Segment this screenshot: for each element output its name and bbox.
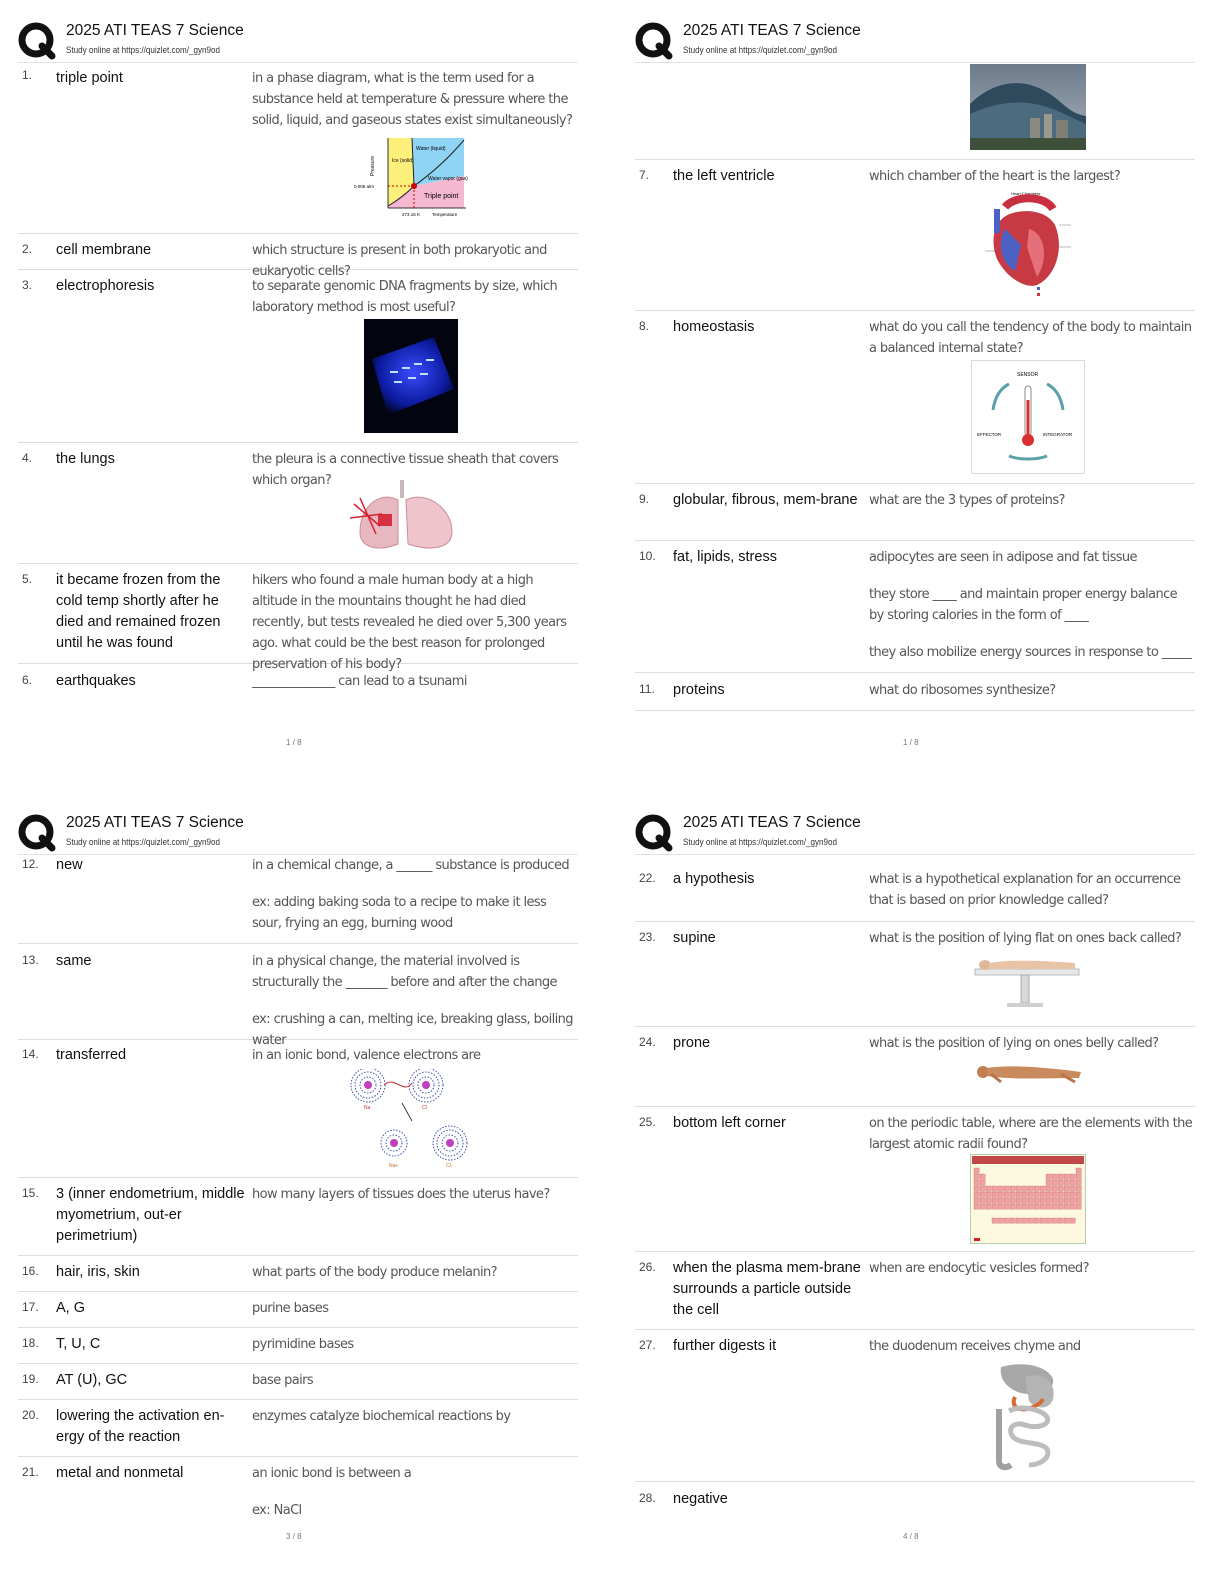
svg-text:Triple point: Triple point (424, 193, 459, 200)
page-4 (635, 810, 1213, 1580)
card-term: the lungs (56, 451, 115, 467)
svg-text:EFFECTOR: EFFECTOR (977, 432, 1002, 437)
page-3 (18, 810, 596, 1580)
card-definition: what are the 3 types of proteins? (869, 493, 1065, 508)
page-number: 4 / 8 (903, 1532, 919, 1541)
card-term: cell membrane (56, 242, 152, 258)
card-row (18, 1257, 578, 1292)
card-row (18, 68, 578, 234)
card-definition: which structure is present in both prokaryotic and eukaryotic cells? (252, 243, 547, 279)
card-number: 22. (639, 871, 656, 885)
quizlet-logo-icon (18, 22, 56, 60)
card-definition: purine bases (252, 1301, 329, 1316)
page-header (635, 810, 1195, 854)
page-number: 1 / 8 (903, 738, 919, 747)
card-row (635, 542, 1195, 673)
quizlet-logo-icon (635, 814, 673, 852)
card-definition: the duodenum receives chyme and (869, 1339, 1081, 1354)
quizlet-logo-icon (18, 814, 56, 852)
page-header (635, 18, 1195, 62)
page-title: 2025 ATI TEAS 7 Science (66, 22, 244, 39)
svg-text:Cl: Cl (422, 1105, 427, 1111)
card-row (635, 1028, 1195, 1107)
page-number: 3 / 8 (286, 1532, 302, 1541)
card-row (18, 271, 578, 443)
svg-text:273.16 K: 273.16 K (402, 212, 421, 217)
card-term: T, U, C (56, 1336, 101, 1352)
card-row-continued (635, 62, 1195, 160)
card-term: proteins (673, 682, 725, 698)
page-1 (18, 18, 596, 788)
homeostasis-cycle-image (971, 360, 1085, 474)
card-row (18, 1041, 578, 1178)
card-row (18, 1179, 578, 1256)
card-definition: on the periodic table, where are the elements with the largest atomic radii found? (869, 1116, 1193, 1152)
card-definition: what is the position of lying flat on ones back called? (869, 931, 1182, 946)
card-row (635, 864, 1195, 922)
card-number: 23. (639, 930, 656, 944)
card-definition: when are endocytic vesicles formed? (869, 1261, 1089, 1276)
card-term: metal and nonmetal (56, 1465, 184, 1481)
page-title: 2025 ATI TEAS 7 Science (683, 814, 861, 831)
card-number: 24. (639, 1035, 656, 1049)
card-row (18, 945, 578, 1048)
card-number: 8. (639, 319, 650, 333)
card-term: lowering the activation en-ergy of the reaction (56, 1408, 225, 1445)
card-row (18, 1365, 578, 1400)
card-definition: what do you call the tendency of the body to maintain a balanced internal state? (869, 320, 1192, 356)
card-definition: ______________ can lead to a tsunami (252, 674, 467, 689)
card-definition: an ionic bond is between a ex: NaCl (252, 1466, 412, 1518)
card-definition: in a physical change, the material involved is structurally the _______ before and after the change ex: crushing a can, melting ice, breaking glass, boiling water (252, 954, 573, 1048)
card-number: 14. (22, 1047, 39, 1061)
card-row (635, 1253, 1195, 1330)
card-number: 27. (639, 1338, 656, 1352)
card-term: new (56, 857, 83, 873)
card-definition: in a phase diagram, what is the term used for a substance held at temperature & pressure where the solid, liquid, and gaseous states exist simultaneously? (252, 71, 573, 128)
card-term: electrophoresis (56, 278, 155, 294)
card-number: 1. (22, 68, 33, 82)
page-number: 1 / 8 (286, 738, 302, 747)
page-title: 2025 ATI TEAS 7 Science (66, 814, 244, 831)
electrophoresis-gel-image (364, 319, 458, 433)
card-number: 7. (639, 168, 650, 182)
page-title: 2025 ATI TEAS 7 Science (683, 22, 861, 39)
card-definition: what is a hypothetical explanation for an occurrence that is based on prior knowledge called? (869, 872, 1181, 908)
page-header (18, 18, 578, 62)
svg-text:Heart Chambers: Heart Chambers (1011, 191, 1041, 196)
card-term: transferred (56, 1047, 127, 1063)
card-row (18, 854, 578, 944)
svg-text:Water vapor (gas): Water vapor (gas) (428, 176, 468, 182)
card-number: 2. (22, 242, 33, 256)
card-term: triple point (56, 70, 123, 86)
card-definition: which chamber of the heart is the largest? (869, 169, 1121, 184)
card-term: fat, lipids, stress (673, 549, 777, 565)
study-link[interactable]: Study online at https://quizlet.com/_gyn9od (683, 45, 837, 56)
study-link[interactable]: Study online at https://quizlet.com/_gyn9od (66, 837, 220, 848)
svg-text:Pressure: Pressure (370, 155, 376, 176)
lungs-image (350, 474, 462, 556)
card-definition: in an ionic bond, valence electrons are (252, 1048, 481, 1063)
card-row (18, 665, 578, 701)
card-term: a hypothesis (673, 871, 755, 887)
card-number: 9. (639, 492, 650, 506)
card-number: 5. (22, 572, 33, 586)
card-number: 3. (22, 278, 33, 292)
card-row (18, 1401, 578, 1457)
periodic-table-image (970, 1154, 1086, 1244)
card-term: bottom left corner (673, 1115, 786, 1131)
page-2 (635, 18, 1213, 788)
svg-text:Temperature: Temperature (432, 212, 458, 217)
card-term: the left ventricle (673, 168, 775, 184)
card-term: A, G (56, 1300, 86, 1316)
card-row (635, 485, 1195, 541)
svg-text:Water (liquid): Water (liquid) (416, 146, 446, 152)
card-term: when the plasma mem-brane surrounds a particle outside the cell (673, 1260, 861, 1318)
card-number: 6. (22, 673, 33, 687)
card-definition: what do ribosomes synthesize? (869, 683, 1056, 698)
card-term: it became frozen from the cold temp shortly after he died and remained frozen until he was found (56, 572, 221, 651)
card-definition: pyrimidine bases (252, 1337, 354, 1352)
card-number: 10. (639, 549, 656, 563)
card-row (18, 565, 578, 672)
card-term: negative (673, 1491, 728, 1507)
card-number: 16. (22, 1264, 39, 1278)
svg-text:Ice (solid): Ice (solid) (392, 158, 414, 164)
card-definition: base pairs (252, 1373, 314, 1388)
card-definition: hikers who found a male human body at a high altitude in the mountains thought he had died recently, but tests revealed he died over 5,300 years ago. what could be the best reason for prolonged preservation of his body? (252, 573, 567, 672)
digestive-system-image (991, 1361, 1065, 1475)
card-number: 11. (639, 682, 655, 696)
svg-text:0.006 atm: 0.006 atm (354, 184, 375, 189)
card-row (18, 1293, 578, 1328)
card-definition: adipocytes are seen in adipose and fat tissue they store ____ and maintain proper energy balance by storing calories in the form of ____ they also mobilize energy sources in response to _____ (869, 550, 1192, 660)
card-number: 4. (22, 451, 33, 465)
svg-text:INTEGRATOR: INTEGRATOR (1043, 432, 1073, 437)
svg-text:Na+: Na+ (389, 1163, 399, 1169)
study-link[interactable]: Study online at https://quizlet.com/_gyn9od (683, 837, 837, 848)
card-term: earthquakes (56, 673, 136, 689)
card-row (18, 235, 578, 279)
card-term: prone (673, 1035, 711, 1051)
card-row (635, 674, 1195, 711)
card-number: 13. (22, 953, 39, 967)
card-number: 26. (639, 1260, 656, 1274)
card-definition: the pleura is a connective tissue sheath that covers which organ? (252, 452, 559, 488)
card-term: homeostasis (673, 319, 755, 335)
card-term: same (56, 953, 92, 969)
card-definition: how many layers of tissues does the uterus have? (252, 1187, 550, 1202)
card-number: 28. (639, 1491, 656, 1505)
svg-text:Cl-: Cl- (446, 1163, 453, 1169)
card-row (18, 1458, 578, 1530)
supine-position-image (971, 953, 1085, 1013)
card-term: globular, fibrous, mem-brane (673, 492, 858, 508)
card-row (635, 161, 1195, 311)
ionic-bond-image (350, 1069, 474, 1173)
card-term: AT (U), GC (56, 1372, 128, 1388)
prone-position-image (971, 1058, 1085, 1084)
card-row (635, 1108, 1195, 1252)
card-term: 3 (inner endometrium, middle myometrium, out-er perimetrium) (56, 1186, 245, 1244)
card-number: 19. (22, 1372, 39, 1386)
card-term: further digests it (673, 1338, 777, 1354)
card-row (635, 1483, 1195, 1519)
card-number: 25. (639, 1115, 656, 1129)
card-number: 20. (22, 1408, 39, 1422)
card-row (18, 1329, 578, 1364)
phase-diagram-image (352, 136, 472, 226)
card-number: 18. (22, 1336, 39, 1350)
card-row (18, 444, 578, 564)
card-row (635, 312, 1195, 484)
page-header (18, 810, 578, 854)
card-term: hair, iris, skin (56, 1264, 140, 1280)
card-definition: to separate genomic DNA fragments by size, which laboratory method is most useful? (252, 279, 558, 315)
card-definition: enzymes catalyze biochemical reactions by (252, 1409, 511, 1424)
card-number: 15. (22, 1186, 39, 1200)
svg-text:SENSOR: SENSOR (1017, 372, 1039, 378)
heart-chambers-image (975, 189, 1085, 301)
card-row (635, 1331, 1195, 1482)
card-number: 21. (22, 1465, 39, 1479)
card-definition: what parts of the body produce melanin? (252, 1265, 497, 1280)
card-row (635, 923, 1195, 1027)
study-link[interactable]: Study online at https://quizlet.com/_gyn9od (66, 45, 220, 56)
card-number: 17. (22, 1300, 39, 1314)
card-term: supine (673, 930, 716, 946)
card-definition: in a chemical change, a ______ substance is produced ex: adding baking soda to a recipe to make it less sour, frying an egg, burning wood (252, 858, 570, 931)
card-number: 12. (22, 857, 39, 871)
svg-text:Na: Na (364, 1105, 371, 1111)
quizlet-logo-icon (635, 22, 673, 60)
tsunami-image (970, 64, 1086, 150)
card-definition: what is the position of lying on ones belly called? (869, 1036, 1159, 1051)
